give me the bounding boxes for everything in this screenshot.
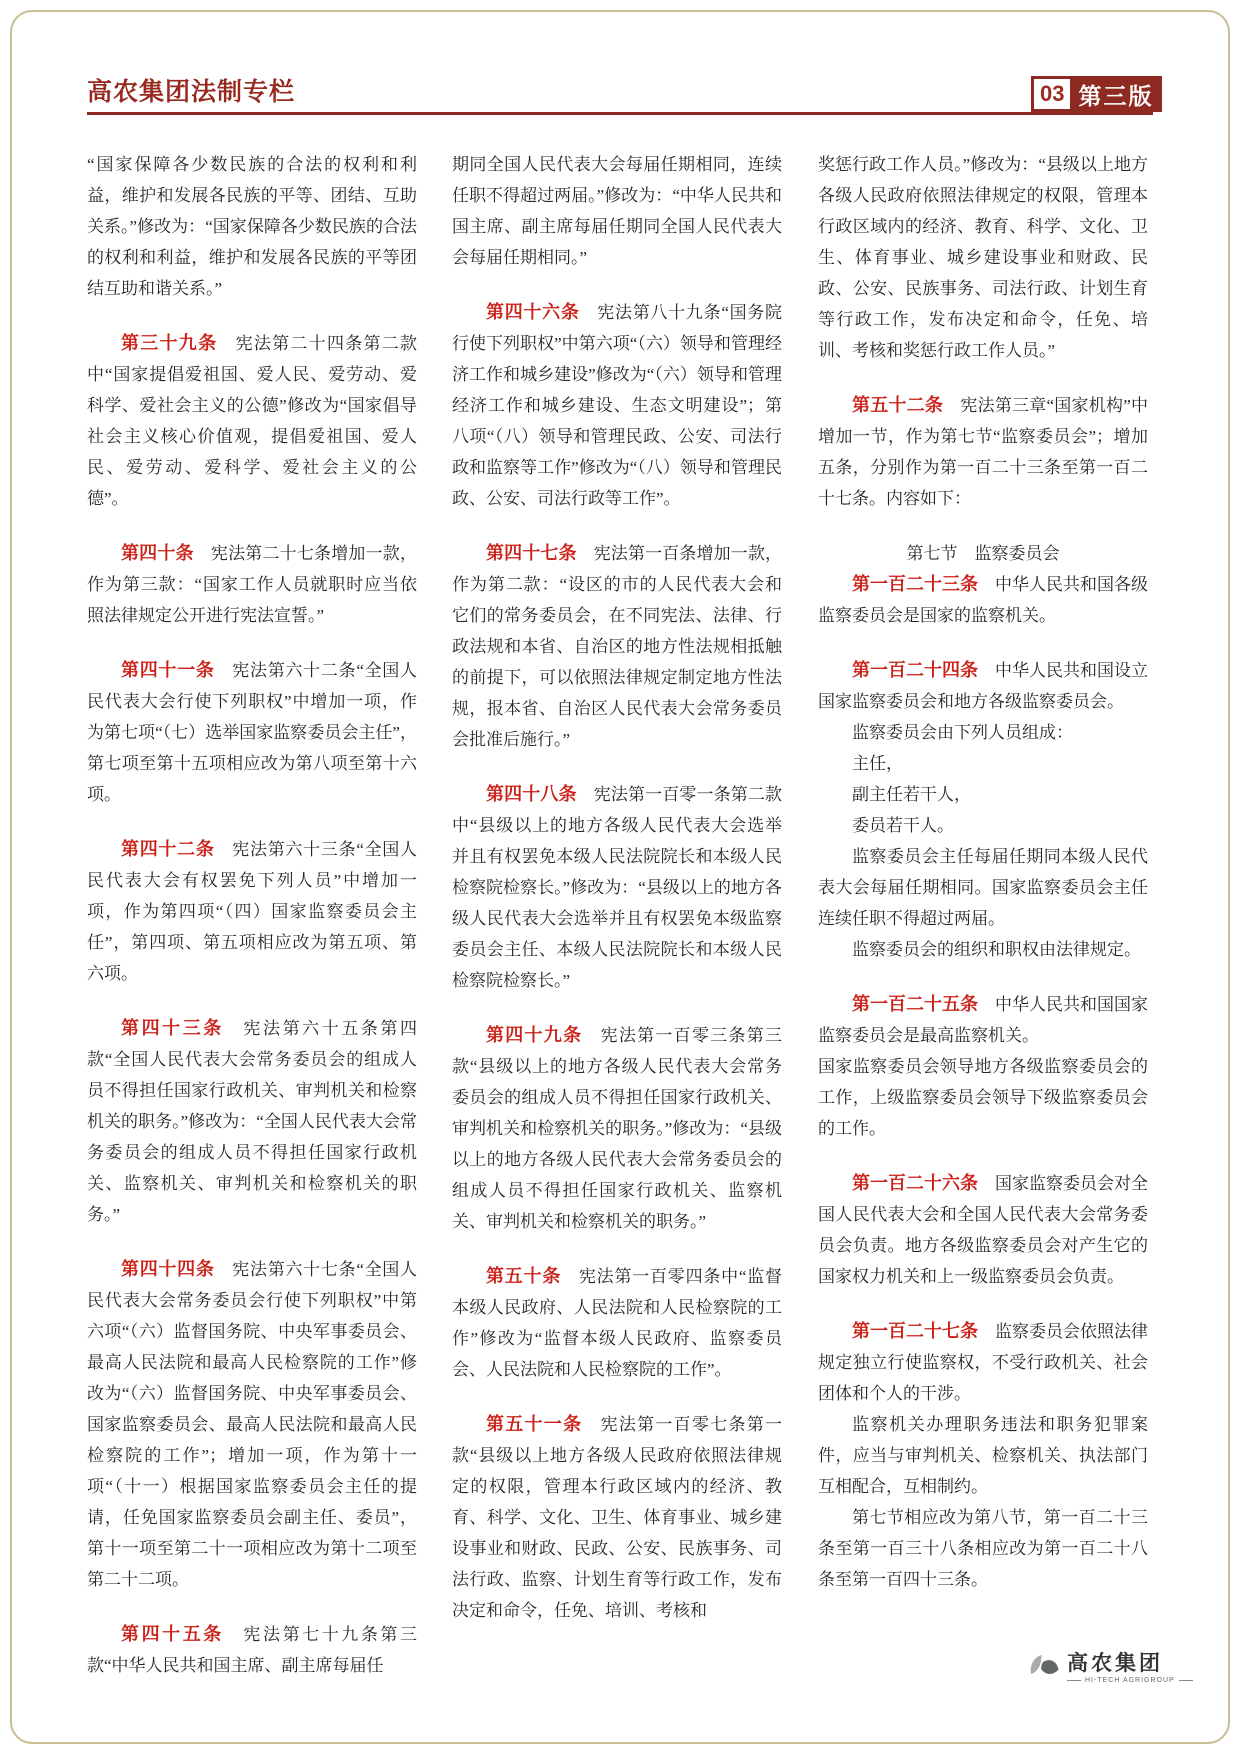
article-paragraph: 第四十四条 宪法第六十七条“全国人民代表大会常务委员会行使下列职权”中第六项“（六）监督国务院、中央军事委员会、最高人民法院和最高人民检察院的工作”修改为“（六）监督国务院、中央军事委员会、国家监察委员会、最高人民法院和最高人民检察院的工作”；增加一项，作为第十一项“（十一）根据国家监察委员会主任的提请，任免国家监察委员会副主任、委员”，第十一项至第二十一项相应改为第十二项至第二十二项。 xyxy=(87,1259,417,1589)
article-number: 第五十二条 xyxy=(852,395,944,415)
article-paragraph: 第四十六条 宪法第八十九条“国务院行使下列职权”中第六项“（六）领导和管理经济工作和城乡建设”修改为“（六）领导和管理经济工作和城乡建设、生态文明建设”；第八项“（八）领导和管理民政、公安、司法行政和监察等工作”修改为“（八）领导和管理民政、公安、司法行政等工作”。 xyxy=(452,302,782,508)
text-column-2 xyxy=(452,149,782,1699)
article-paragraph: 第三十九条 宪法第二十四条第二款中“国家提倡爱祖国、爱人民、爱劳动、爱科学、爱社会主义的公德”修改为“国家倡导社会主义核心价值观，提倡爱祖国、爱人民、爱劳动、爱科学、爱社会主义的公德”。 xyxy=(87,333,417,508)
company-logo xyxy=(1028,1652,1193,1684)
paragraph: 监察委员会由下列人员组成： xyxy=(852,723,1073,742)
page-number-badge xyxy=(1031,76,1162,112)
paragraph: 副主任若干人， xyxy=(852,785,971,804)
article-paragraph: 第四十五条 宪法第七十九条第三款“中华人民共和国主席、副主席每届任 xyxy=(87,1624,417,1675)
article-number: 第一百二十三条 xyxy=(852,574,978,594)
paragraph: 主任， xyxy=(852,754,903,773)
paragraph: 国家监察委员会领导地方各级监察委员会的工作，上级监察委员会领导下级监察委员会的工作。 xyxy=(818,1057,1148,1138)
article-number: 第四十条 xyxy=(121,543,194,563)
header-rule xyxy=(87,112,1153,115)
edition-label: 第三版 xyxy=(1078,82,1154,109)
paragraph: 奖惩行政工作人员。”修改为：“县级以上地方各级人民政府依照法律规定的权限，管理本行政区域内的经济、教育、科学、文化、卫生、体育事业、城乡建设事业和财政、民政、公安、民族事务、司法行政、计划生育等行政工作，发布决定和命令，任免、培训、考核和奖惩行政工作人员。” xyxy=(818,155,1148,360)
article-paragraph: 第四十七条 宪法第一百条增加一款，作为第二款：“设区的市的人民代表大会和它们的常务委员会，在不同宪法、法律、行政法规和本省、自治区的地方性法规相抵触的前提下，可以依照法律规定制定地方性法规，报本省、自治区人民代表大会常务委员会批准后施行。” xyxy=(452,543,782,749)
text-column-3 xyxy=(818,149,1148,1699)
paragraph: 监察委员会的组织和职权由法律规定。 xyxy=(852,940,1141,959)
article-paragraph: 第一百二十七条 监察委员会依照法律规定独立行使监察权，不受行政机关、社会团体和个人的干涉。 xyxy=(818,1321,1148,1403)
article-number: 第四十九条 xyxy=(486,1025,583,1045)
text-column-1 xyxy=(87,149,417,1699)
article-number: 第一百二十六条 xyxy=(852,1173,978,1193)
article-number: 第五十一条 xyxy=(486,1414,583,1434)
article-paragraph: 第四十条 宪法第二十七条增加一款，作为第三款：“国家工作人员就职时应当依照法律规定公开进行宪法宣誓。” xyxy=(87,543,417,625)
page-number: 03 xyxy=(1034,79,1070,109)
article-paragraph: 第五十一条 宪法第一百零七条第一款“县级以上地方各级人民政府依照法律规定的权限，管理本行政区域内的经济、教育、科学、文化、卫生、体育事业、城乡建设事业和财政、民政、公安、民族事务、司法行政、监察、计划生育等行政工作，发布决定和命令，任免、培训、考核和 xyxy=(452,1414,782,1620)
section-heading: 第七节 监察委员会 xyxy=(906,544,1060,563)
article-paragraph: 第五十二条 宪法第三章“国家机构”中增加一节，作为第七节“监察委员会”；增加五条，分别作为第一百二十三条至第一百二十七条。内容如下： xyxy=(818,395,1148,508)
tagline-left-dash xyxy=(1067,1680,1081,1681)
article-number: 第四十七条 xyxy=(486,543,577,563)
paragraph: 委员若干人。 xyxy=(852,816,954,835)
article-paragraph: 第一百二十四条 中华人民共和国设立国家监察委员会和地方各级监察委员会。 xyxy=(818,660,1148,711)
article-paragraph: 第一百二十五条 中华人民共和国国家监察委员会是最高监察机关。 xyxy=(818,994,1148,1045)
article-number: 第四十四条 xyxy=(121,1259,215,1279)
article-paragraph: 第四十九条 宪法第一百零三条第三款“县级以上的地方各级人民代表大会常务委员会的组成人员不得担任国家行政机关、审判机关和检察机关的职务。”修改为：“县级以上的地方各级人民代表大会常务委员会的组成人员不得担任国家行政机关、监察机关、审判机关和检察机关的职务。” xyxy=(452,1025,782,1231)
article-number: 第四十二条 xyxy=(121,839,215,859)
article-number: 第三十九条 xyxy=(121,333,218,353)
paragraph: 期同全国人民代表大会每届任期相同，连续任职不得超过两届。”修改为：“中华人民共和国主席、副主席每届任期同全国人民代表大会每届任期相同。” xyxy=(452,155,782,267)
leaf-logo-icon xyxy=(1028,1654,1060,1682)
page-title: 高农集团法制专栏 xyxy=(87,78,296,106)
article-paragraph: 第一百二十六条 国家监察委员会对全国人民代表大会和全国人民代表大会常务委员会负责。地方各级监察委员会对产生它的国家权力机关和上一级监察委员会负责。 xyxy=(818,1173,1148,1286)
article-paragraph: 第四十三条 宪法第六十五条第四款“全国人民代表大会常务委员会的组成人员不得担任国家行政机关、审判机关和检察机关的职务。”修改为：“全国人民代表大会常务委员会的组成人员不得担任国家行政机关、监察机关、审判机关和检察机关的职务。” xyxy=(87,1018,417,1224)
article-paragraph: 第四十八条 宪法第一百零一条第二款中“县级以上的地方各级人民代表大会选举并且有权罢免本级人民法院院长和本级人民检察院检察长。”修改为：“县级以上的地方各级人民代表大会选举并且有权罢免本级监察委员会主任、本级人民法院院长和本级人民检察院检察长。” xyxy=(452,784,782,990)
paragraph: 监察机关办理职务违法和职务犯罪案件，应当与审判机关、检察机关、执法部门互相配合，互相制约。 xyxy=(818,1415,1148,1496)
article-number: 第四十一条 xyxy=(121,660,215,680)
article-number: 第四十八条 xyxy=(486,784,577,804)
paragraph: “国家保障各少数民族的合法的权利和利益，维护和发展各民族的平等、团结、互助关系。”修改为：“国家保障各少数民族的合法的权利和利益，维护和发展各民族的平等团结互助和谐关系。” xyxy=(87,155,417,298)
article-paragraph: 第五十条 宪法第一百零四条中“监督本级人民政府、人民法院和人民检察院的工作”修改为“监督本级人民政府、监察委员会、人民法院和人民检察院的工作”。 xyxy=(452,1266,782,1379)
article-number: 第四十三条 xyxy=(121,1018,224,1038)
article-number: 第一百二十五条 xyxy=(852,994,978,1014)
article-paragraph: 第四十一条 宪法第六十二条“全国人民代表大会行使下列职权”中增加一项，作为第七项“（七）选举国家监察委员会主任”，第七项至第十五项相应改为第八项至第十六项。 xyxy=(87,660,417,804)
tagline-right-dash xyxy=(1179,1680,1193,1681)
article-number: 第四十六条 xyxy=(486,302,580,322)
article-number: 第五十条 xyxy=(486,1266,562,1286)
paragraph: 第七节相应改为第八节，第一百二十三条至第一百三十八条相应改为第一百二十八条至第一百四十三条。 xyxy=(818,1508,1148,1589)
article-paragraph: 第四十二条 宪法第六十三条“全国人民代表大会有权罢免下列人员”中增加一项，作为第四项“（四）国家监察委员会主任”，第四项、第五项相应改为第五项、第六项。 xyxy=(87,839,417,983)
logo-name: 高农集团 xyxy=(1067,1652,1163,1675)
article-number: 第一百二十七条 xyxy=(852,1321,978,1341)
article-number: 第一百二十四条 xyxy=(852,660,978,680)
article-number: 第四十五条 xyxy=(121,1624,224,1644)
article-paragraph: 第一百二十三条 中华人民共和国各级监察委员会是国家的监察机关。 xyxy=(818,574,1148,625)
paragraph: 监察委员会主任每届任期同本级人民代表大会每届任期相同。国家监察委员会主任连续任职不得超过两届。 xyxy=(818,847,1148,928)
logo-tagline xyxy=(1067,1677,1193,1684)
tagline-text: HI-TECH AGRIGROUP xyxy=(1085,1677,1175,1685)
